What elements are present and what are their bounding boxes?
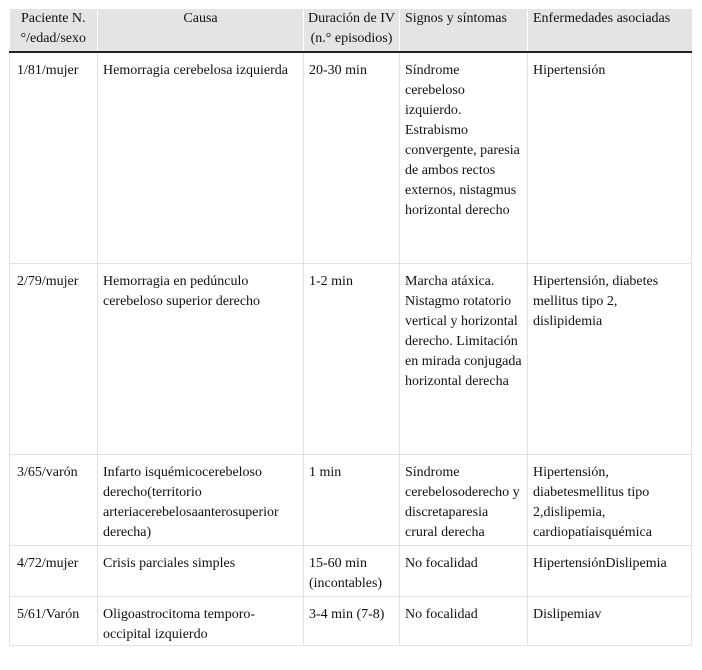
header-duracion: Duración de IV (n.° episodios) <box>304 9 400 52</box>
cell-paciente: 5/61/Varón <box>10 596 98 645</box>
table-row <box>10 545 692 596</box>
cell-duracion: 1 min <box>304 454 400 545</box>
cell-paciente: 1/81/mujer <box>10 52 98 263</box>
cell-signos: Marcha atáxica. Nistagmo rotatorio vertical y horizontal derecho. Limitación en mirada conjugada horizontal derecha <box>400 263 528 454</box>
cell-paciente: 4/72/mujer <box>10 545 98 596</box>
header-causa: Causa <box>98 9 304 52</box>
cell-causa: Oligoastrocitoma temporo-occipital izquierdo <box>98 596 304 645</box>
cell-enfermedades: Hipertensión <box>528 52 692 263</box>
header-row <box>10 9 692 52</box>
table-row <box>10 52 692 263</box>
cell-causa: Infarto isquémicocerebeloso derecho(territorio arteriacerebelosaanterosuperior derecha) <box>98 454 304 545</box>
cell-duracion: 3-4 min (7-8) <box>304 596 400 645</box>
cell-enfermedades: HipertensiónDislipemia <box>528 545 692 596</box>
cell-enfermedades: Dislipemiav <box>528 596 692 645</box>
cell-duracion: 15-60 min (incontables) <box>304 545 400 596</box>
clinical-cases-table-container <box>9 9 691 646</box>
cell-signos: Síndrome cerebeloso izquierdo. Estrabismo convergente, paresia de ambos rectos externos, nistagmus horizontal derecho <box>400 52 528 263</box>
cell-paciente: 2/79/mujer <box>10 263 98 454</box>
header-signos: Signos y síntomas <box>400 9 528 52</box>
cell-signos: No focalidad <box>400 596 528 645</box>
header-enfermedades: Enfermedades asociadas <box>528 9 692 52</box>
table-body <box>10 52 692 645</box>
cell-enfermedades: Hipertensión, diabetes mellitus tipo 2, dislipidemia <box>528 263 692 454</box>
cell-enfermedades: Hipertensión, diabetesmellitus tipo 2,dislipemia, cardiopatíaisquémica <box>528 454 692 545</box>
table-header <box>10 9 692 52</box>
clinical-cases-table <box>9 9 692 646</box>
table-row <box>10 263 692 454</box>
table-row <box>10 454 692 545</box>
cell-duracion: 20-30 min <box>304 52 400 263</box>
cell-causa: Hemorragia en pedúnculo cerebeloso superior derecho <box>98 263 304 454</box>
cell-causa: Crisis parciales simples <box>98 545 304 596</box>
cell-causa: Hemorragia cerebelosa izquierda <box>98 52 304 263</box>
header-paciente: Paciente N.°/edad/sexo <box>10 9 98 52</box>
cell-signos: No focalidad <box>400 545 528 596</box>
cell-paciente: 3/65/varón <box>10 454 98 545</box>
cell-signos: Síndrome cerebelosoderecho y discretaparesia crural derecha <box>400 454 528 545</box>
cell-duracion: 1-2 min <box>304 263 400 454</box>
table-row <box>10 596 692 645</box>
